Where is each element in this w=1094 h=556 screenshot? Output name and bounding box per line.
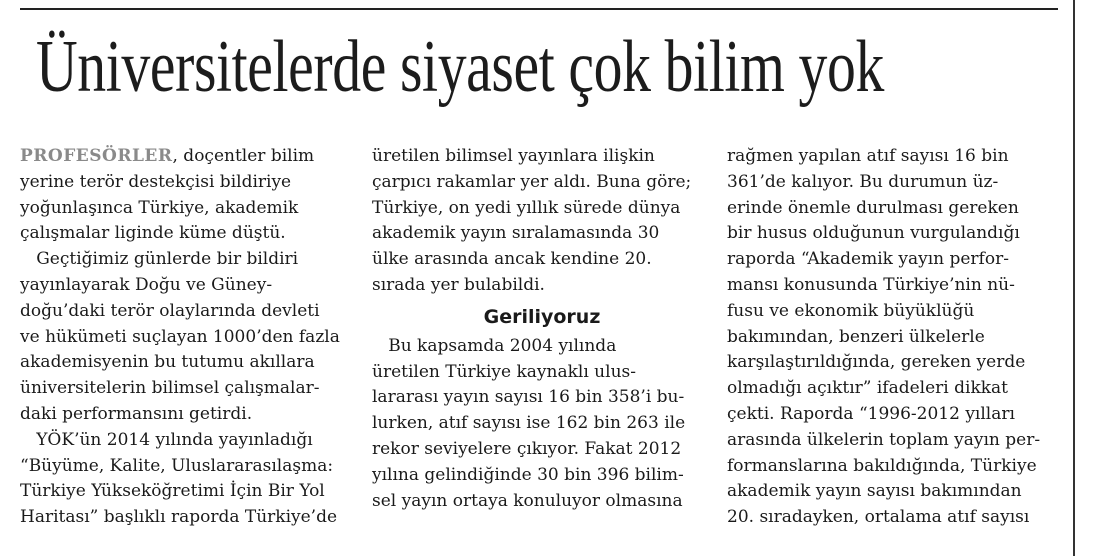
article-line: Haritası” başlıklı raporda Türkiye’de [20, 507, 338, 528]
article-line: 20. sıradayken, ortalama atıf sayısı [727, 507, 1030, 528]
article-line: raporda “Akademik yayın perfor- [727, 249, 1009, 270]
article-line: lararası yayın sayısı 16 bin 358’i bu- [372, 387, 685, 408]
article-line: üniversitelerin bilimsel çalışmalar- [20, 378, 320, 399]
article-line: arasında ülkelerin toplam yayın per- [727, 429, 1041, 450]
article-line: YÖK’ün 2014 yılında yayınladığı [20, 429, 313, 450]
article-line: çekti. Raporda “1996-2012 yılları [727, 403, 1015, 424]
article-line: lurken, atıf sayısı ise 162 bin 263 ile [372, 413, 686, 434]
article-line: Türkiye Yükseköğretimi İçin Bir Yol [20, 481, 325, 502]
article-line: 361’de kalıyor. Bu durumun üz- [727, 171, 999, 192]
article-column-1 [20, 144, 360, 531]
article-line: ve hükümeti suçlayan 1000’den fazla [20, 326, 340, 347]
article-line: çarpıcı rakamlar yer aldı. Buna göre; [372, 171, 692, 192]
article-text: , doçentler bilim [172, 146, 315, 166]
article-line: üretilen Türkiye kaynaklı ulus- [372, 361, 636, 382]
article-line: Türkiye, on yedi yıllık sürede dünya [372, 197, 681, 218]
section-subhead: Geriliyoruz [483, 305, 601, 328]
article-line: rekor seviyelere çıkıyor. Fakat 2012 [372, 438, 682, 459]
lead-word: PROFESÖRLER [20, 146, 173, 166]
article-line: daki performansını getirdi. [20, 403, 253, 424]
headline: Üniversitelerde siyaset çok bilim yok [36, 26, 884, 108]
article-line: Bu kapsamda 2004 yılında [372, 335, 617, 356]
article-line: yerine terör destekçisi bildiriye [20, 171, 292, 192]
article-line: Geçtiğimiz günlerde bir bildiri [20, 249, 299, 270]
article-line: formanslarına bakıldığında, Türkiye [727, 455, 1037, 476]
article-line: sırada yer bulabildi. [372, 274, 545, 295]
article-line [20, 144, 360, 170]
article-line: akademik yayın sayısı bakımından [727, 481, 1022, 502]
article-line: akademisyenin bu tutumu akıllara [20, 352, 315, 373]
article-line: ülke arasında ancak kendine 20. [372, 249, 652, 270]
article-line: sel yayın ortaya konuluyor olmasına [372, 490, 683, 511]
article-line: yayınlayarak Doğu ve Güney- [20, 274, 273, 295]
article-column-2 [372, 144, 712, 514]
article-line: yılına gelindiğinde 30 bin 396 bilim- [372, 464, 684, 485]
article-line: fusu ve ekonomik büyüklüğü [727, 300, 975, 321]
column-rule [1073, 0, 1075, 556]
top-rule [20, 8, 1058, 10]
article-line: bir husus olduğunun vurgulandığı [727, 223, 1020, 244]
article-line: “Büyüme, Kalite, Uluslararasılaşma: [20, 455, 334, 476]
article-line: erinde önemle durulması gereken [727, 197, 1019, 218]
article-line: yoğunlaşınca Türkiye, akademik [20, 197, 299, 218]
article-column-3 [727, 144, 1057, 531]
article-line: olmadığı açıktır” ifadeleri dikkat [727, 378, 1009, 399]
article-line: üretilen bilimsel yayınlara ilişkin [372, 146, 655, 166]
article-line: bakımından, benzeri ülkelerle [727, 326, 985, 347]
article-line: çalışmalar liginde küme düştü. [20, 223, 286, 244]
article-line: akademik yayın sıralamasında 30 [372, 223, 660, 244]
article-line: karşılaştırıldığında, gereken yerde [727, 352, 1026, 373]
article-line: mansı konusunda Türkiye’nin nü- [727, 274, 1015, 295]
article-line: doğu’daki terör olaylarında devleti [20, 300, 320, 321]
article-line: rağmen yapılan atıf sayısı 16 bin [727, 146, 1009, 166]
